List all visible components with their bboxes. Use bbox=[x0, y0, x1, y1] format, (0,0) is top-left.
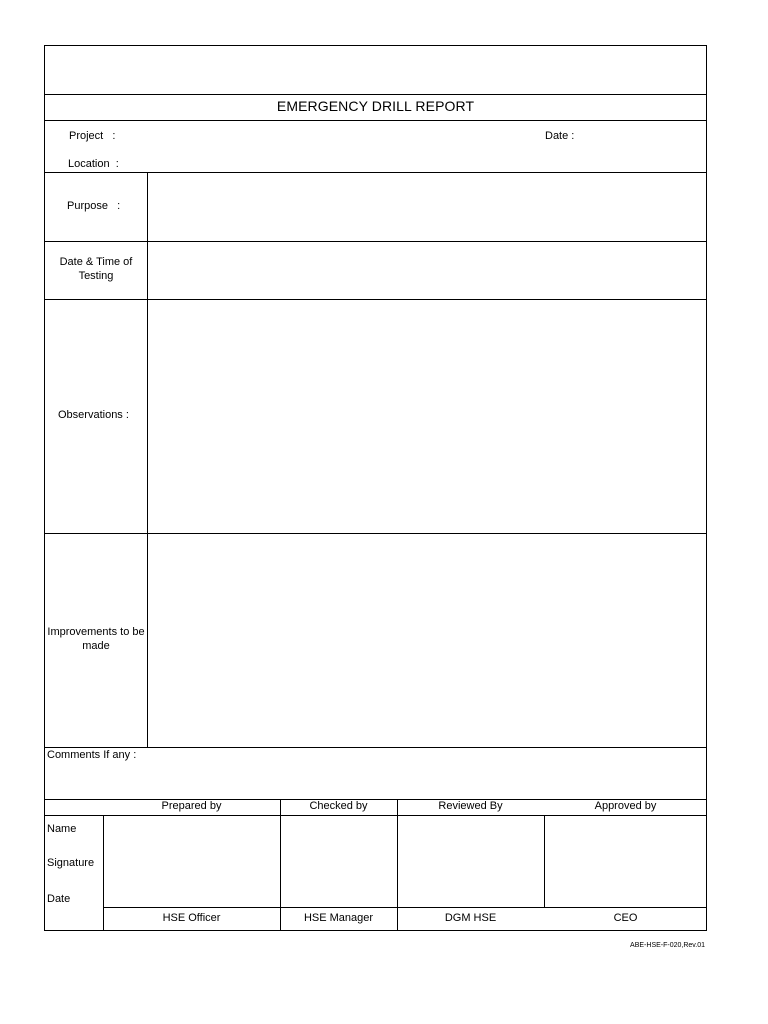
role-hse-officer: HSE Officer bbox=[162, 912, 221, 924]
improvements-label: Improvements to be made bbox=[47, 626, 145, 652]
role-hse-manager: HSE Manager bbox=[303, 912, 374, 924]
project-label: Project : bbox=[69, 130, 116, 142]
prepared-by-cell[interactable] bbox=[105, 817, 279, 906]
row-signature-label: Signature bbox=[47, 857, 95, 869]
datetime-field[interactable] bbox=[149, 243, 705, 298]
comments-field[interactable] bbox=[46, 763, 705, 798]
reviewed-by-cell[interactable] bbox=[399, 817, 543, 906]
datetime-label: Date & Time of Testing bbox=[59, 256, 133, 282]
document-reference: ABE-HSE-F-020,Rev.01 bbox=[630, 942, 705, 949]
row-name-label: Name bbox=[47, 823, 77, 835]
observations-label: Observations : bbox=[58, 409, 129, 421]
divider bbox=[44, 172, 707, 173]
location-label: Location : bbox=[68, 158, 119, 170]
project-field[interactable] bbox=[130, 124, 510, 144]
report-title: EMERGENCY DRILL REPORT bbox=[276, 98, 475, 114]
column-approved-by: Approved by bbox=[594, 800, 657, 812]
divider bbox=[44, 120, 707, 121]
observations-field[interactable] bbox=[149, 301, 705, 532]
divider bbox=[44, 815, 707, 816]
column-prepared-by: Prepared by bbox=[161, 800, 222, 812]
column-checked-by: Checked by bbox=[309, 800, 368, 812]
divider bbox=[44, 747, 707, 748]
checked-by-cell[interactable] bbox=[282, 817, 396, 906]
purpose-label: Purpose : bbox=[67, 200, 121, 212]
role-ceo: CEO bbox=[613, 912, 638, 924]
divider bbox=[544, 815, 545, 907]
comments-label: Comments If any : bbox=[47, 749, 137, 761]
divider bbox=[103, 907, 707, 908]
role-dgm-hse: DGM HSE bbox=[444, 912, 497, 924]
divider bbox=[44, 299, 707, 300]
divider bbox=[147, 172, 148, 747]
divider bbox=[44, 241, 707, 242]
divider bbox=[44, 94, 707, 95]
approved-by-cell[interactable] bbox=[546, 817, 705, 906]
row-date-label: Date bbox=[47, 893, 71, 905]
improvements-field[interactable] bbox=[149, 535, 705, 746]
divider bbox=[44, 533, 707, 534]
purpose-field[interactable] bbox=[149, 174, 705, 240]
header-logo-area bbox=[45, 46, 706, 94]
column-reviewed-by: Reviewed By bbox=[438, 800, 503, 812]
location-field[interactable] bbox=[130, 150, 700, 170]
date-label: Date : bbox=[545, 130, 575, 142]
date-field[interactable] bbox=[582, 124, 702, 144]
